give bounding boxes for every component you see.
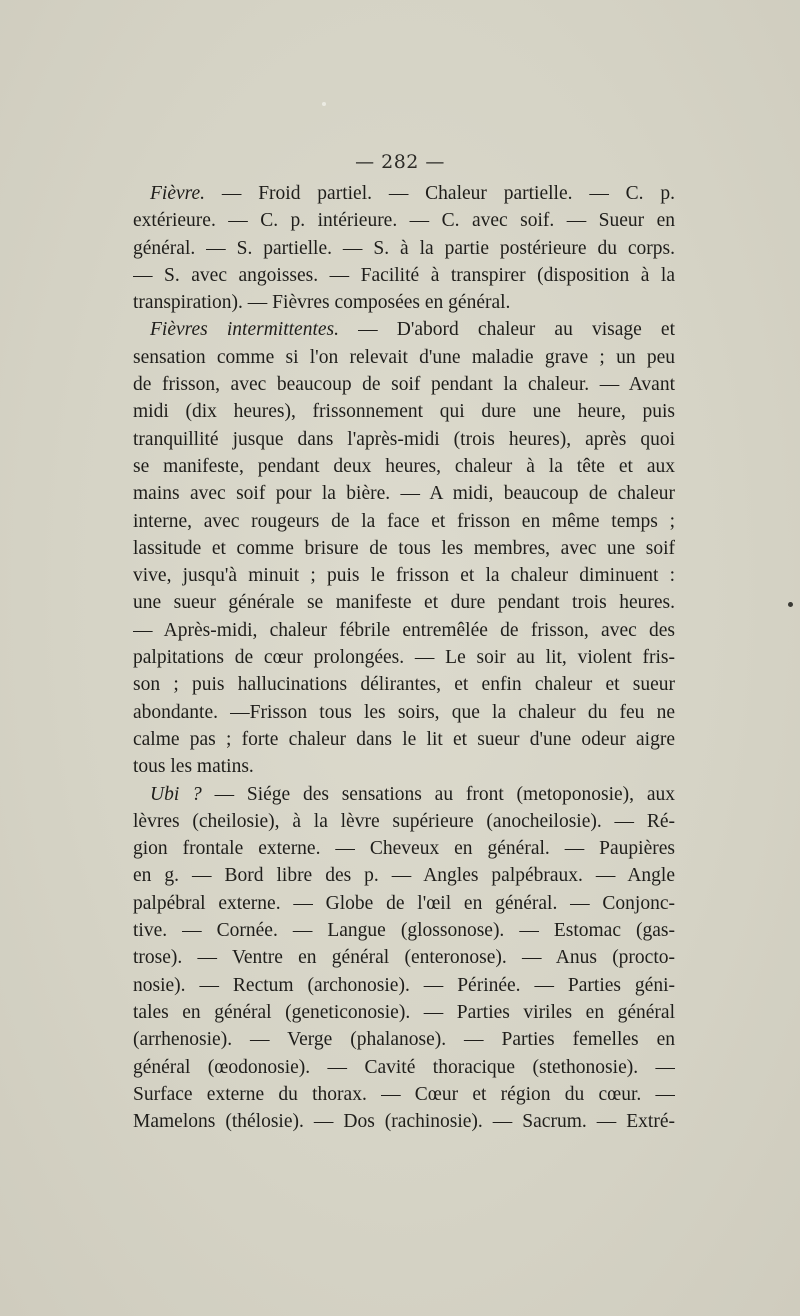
text-line: Surface externe du thorax. — Cœur et région du cœur. — <box>133 1083 675 1105</box>
text-line: interne, avec rougeurs de la face et frisson en même temps ; <box>133 510 675 532</box>
body-text <box>133 180 675 1135</box>
text-line: — S. avec angoisses. — Facilité à transpirer (disposition à la <box>133 264 675 286</box>
section-heading: Fièvres intermittentes. <box>150 319 339 341</box>
text-line: palpébral externe. — Globe de l'œil en général. — Conjonc- <box>133 892 675 914</box>
page-number: — 282 — <box>355 151 445 173</box>
text-line: tales en général (geneticonosie). — Parties viriles en général <box>133 1001 675 1023</box>
text-line: Fièvre. — Froid partiel. — Chaleur partielle. — C. p. <box>150 183 675 204</box>
text-line: gion frontale externe. — Cheveux en général. — Paupières <box>133 838 675 860</box>
text-line: Fièvres intermittentes. — D'abord chaleur au visage et <box>150 319 675 341</box>
text-line: abondante. —Frisson tous les soirs, que la chaleur du feu ne <box>133 701 675 723</box>
margin-dot <box>788 602 793 607</box>
text-line: de frisson, avec beaucoup de soif pendant la chaleur. — Avant <box>133 374 675 396</box>
text-line: calme pas ; forte chaleur dans le lit et sueur d'une odeur aigre <box>133 728 675 750</box>
text-line: Mamelons (thélosie). — Dos (rachinosie). — Sacrum. — Extré- <box>133 1111 675 1133</box>
text-line: tive. — Cornée. — Langue (glossonose). — Estomac (gas- <box>133 920 675 942</box>
section-heading: Fièvre. <box>150 183 206 204</box>
text-line: tranquillité jusque dans l'après-midi (trois heures), après quoi <box>133 428 675 450</box>
text-line: midi (dix heures), frissonnement qui dure une heure, puis <box>133 401 675 423</box>
text-line: une sueur générale se manifeste et dure pendant trois heures. <box>133 592 675 614</box>
text-line: lèvres (cheilosie), à la lèvre supérieure (anocheilosie). — Ré- <box>133 810 675 832</box>
text-line: (arrhenosie). — Verge (phalanose). — Parties femelles en <box>133 1029 675 1051</box>
paper-speck <box>322 102 326 106</box>
text-line: son ; puis hallucinations délirantes, et enfin chaleur et sueur <box>133 674 675 696</box>
text-line: général. — S. partielle. — S. à la partie postérieure du corps. <box>133 237 675 259</box>
section-heading: Ubi ? <box>150 783 202 805</box>
text-line: extérieure. — C. p. intérieure. — C. avec soif. — Sueur en <box>133 210 675 232</box>
text-line: en g. — Bord libre des p. — Angles palpébraux. — Angle <box>133 865 675 887</box>
text-line: nosie). — Rectum (archonosie). — Périnée. — Parties géni- <box>133 974 675 996</box>
text-line: palpitations de cœur prolongées. — Le soir au lit, violent fris- <box>133 647 675 669</box>
text-line: mains avec soif pour la bière. — A midi, beaucoup de chaleur <box>133 483 675 505</box>
text-line: général (œodonosie). — Cavité thoracique (stethonosie). — <box>133 1056 675 1078</box>
text-line: transpiration). — Fièvres composées en général. <box>133 292 511 314</box>
text-line: trose). — Ventre en général (enteronose). — Anus (procto- <box>133 947 675 969</box>
text-line: Ubi ? — Siége des sensations au front (metoponosie), aux <box>150 783 675 805</box>
text-line: — Après-midi, chaleur fébrile entremêlée de frisson, avec des <box>133 619 675 641</box>
text-line: sensation comme si l'on relevait d'une maladie grave ; un peu <box>133 346 675 368</box>
text-line: vive, jusqu'à minuit ; puis le frisson et la chaleur diminuent : <box>133 565 675 587</box>
text-line: lassitude et comme brisure de tous les membres, avec une soif <box>133 537 675 559</box>
text-line: se manifeste, pendant deux heures, chaleur à la tête et aux <box>133 455 675 477</box>
text-line: tous les matins. <box>133 756 254 778</box>
